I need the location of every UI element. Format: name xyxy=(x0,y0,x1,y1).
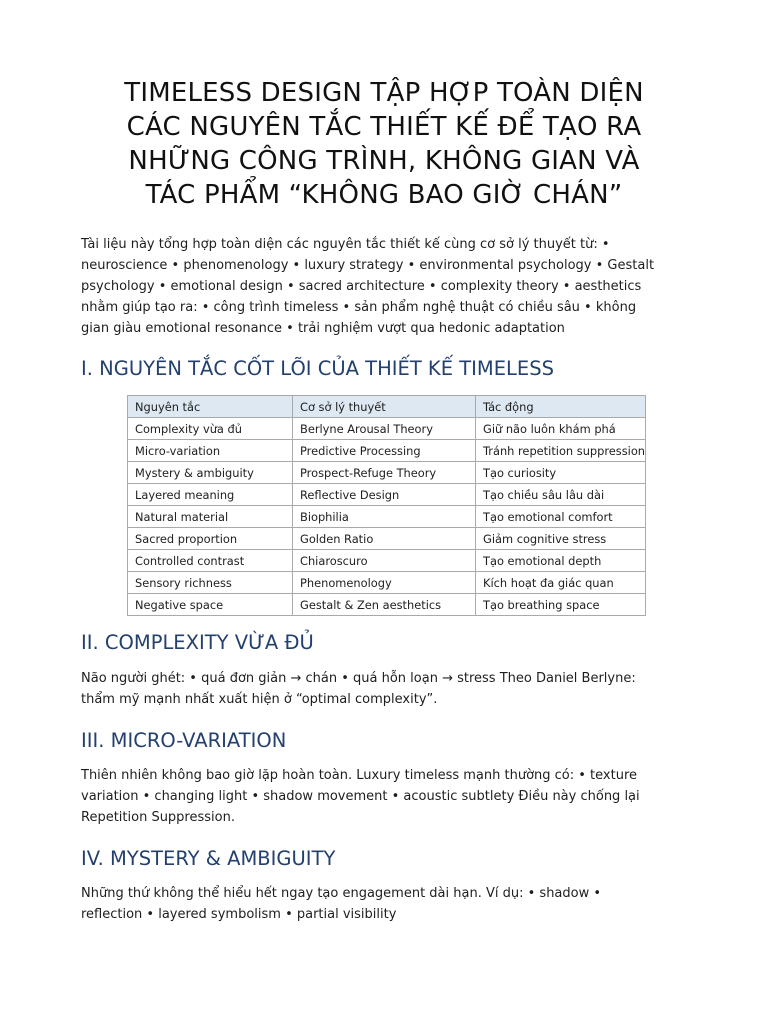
table-row xyxy=(128,418,646,440)
table-header-cell: Nguyên tắc xyxy=(128,396,293,418)
table-cell: Layered meaning xyxy=(128,484,293,506)
intro-line: gian giàu emotional resonance • trải nghiệm vượt qua hedonic adaptation xyxy=(81,321,565,336)
table-cell: Golden Ratio xyxy=(293,528,476,550)
table-row xyxy=(128,550,646,572)
table-cell: Kích hoạt đa giác quan xyxy=(476,572,646,594)
paragraph-line: Não người ghét: • quá đơn giản → chán • quá hỗn loạn → stress Theo Daniel Berlyne: xyxy=(81,671,636,686)
table-cell: Tạo emotional depth xyxy=(476,550,646,572)
table-cell: Phenomenology xyxy=(293,572,476,594)
title-line: TÁC PHẨM “KHÔNG BAO GIỜ CHÁN” xyxy=(145,180,623,210)
section-heading-3: III. MICRO-VARIATION xyxy=(81,729,287,752)
section-heading-2: II. COMPLEXITY VỪA ĐỦ xyxy=(81,631,314,654)
paragraph-line: Những thứ không thể hiểu hết ngay tạo engagement dài hạn. Ví dụ: • shadow • xyxy=(81,886,602,901)
paragraph-line: variation • changing light • shadow movement • acoustic subtlety Điều này chống lại xyxy=(81,789,640,804)
table-cell: Sacred proportion xyxy=(128,528,293,550)
table-header-cell: Cơ sở lý thuyết xyxy=(293,396,476,418)
table-cell: Natural material xyxy=(128,506,293,528)
section-4-paragraph xyxy=(81,883,691,925)
table-cell: Predictive Processing xyxy=(293,440,476,462)
section-2-paragraph xyxy=(81,668,691,710)
table-cell: Tạo curiosity xyxy=(476,462,646,484)
table-cell: Reflective Design xyxy=(293,484,476,506)
table-cell: Berlyne Arousal Theory xyxy=(293,418,476,440)
table-cell: Tạo breathing space xyxy=(476,594,646,616)
title-line: TIMELESS DESIGN TẬP HỢP TOÀN DIỆN xyxy=(124,78,644,108)
title-line: CÁC NGUYÊN TẮC THIẾT KẾ ĐỂ TẠO RA xyxy=(126,112,642,142)
table-row xyxy=(128,484,646,506)
table-row xyxy=(128,572,646,594)
table-cell: Complexity vừa đủ xyxy=(128,418,293,440)
table-cell: Negative space xyxy=(128,594,293,616)
table-cell: Mystery & ambiguity xyxy=(128,462,293,484)
title-line: NHỮNG CÔNG TRÌNH, KHÔNG GIAN VÀ xyxy=(128,146,640,176)
table-cell: Micro-variation xyxy=(128,440,293,462)
table-header-cell: Tác động xyxy=(476,396,646,418)
document-title xyxy=(60,76,708,212)
intro-line: Tài liệu này tổng hợp toàn diện các nguyên tắc thiết kế cùng cơ sở lý thuyết từ: • xyxy=(81,237,610,252)
table-header-row xyxy=(128,396,646,418)
table-cell: Tạo emotional comfort xyxy=(476,506,646,528)
table-row xyxy=(128,594,646,616)
table-cell: Prospect-Refuge Theory xyxy=(293,462,476,484)
intro-paragraph xyxy=(81,234,691,339)
table-row xyxy=(128,440,646,462)
table-cell: Giữ não luôn khám phá xyxy=(476,418,646,440)
table-row xyxy=(128,462,646,484)
table-cell: Tạo chiều sâu lâu dài xyxy=(476,484,646,506)
table-row xyxy=(128,528,646,550)
paragraph-line: Thiên nhiên không bao giờ lặp hoàn toàn. Luxury timeless mạnh thường có: • texture xyxy=(81,768,638,783)
paragraph-line: Repetition Suppression. xyxy=(81,810,235,825)
table-cell: Biophilia xyxy=(293,506,476,528)
table-cell: Gestalt & Zen aesthetics xyxy=(293,594,476,616)
table-cell: Sensory richness xyxy=(128,572,293,594)
section-heading-4: IV. MYSTERY & AMBIGUITY xyxy=(81,847,336,870)
intro-line: neuroscience • phenomenology • luxury strategy • environmental psychology • Gestalt xyxy=(81,258,655,273)
paragraph-line: reflection • layered symbolism • partial visibility xyxy=(81,907,397,922)
table-row xyxy=(128,506,646,528)
section-3-paragraph xyxy=(81,765,691,828)
paragraph-line: thẩm mỹ mạnh nhất xuất hiện ở “optimal complexity”. xyxy=(81,692,438,707)
section-heading-1: I. NGUYÊN TẮC CỐT LÕI CỦA THIẾT KẾ TIMELESS xyxy=(81,357,554,380)
table-cell: Chiaroscuro xyxy=(293,550,476,572)
table-cell: Controlled contrast xyxy=(128,550,293,572)
table-cell: Giảm cognitive stress xyxy=(476,528,646,550)
intro-line: nhằm giúp tạo ra: • công trình timeless • sản phẩm nghệ thuật có chiều sâu • không xyxy=(81,300,637,315)
table-cell: Tránh repetition suppression xyxy=(476,440,646,462)
intro-line: psychology • emotional design • sacred architecture • complexity theory • aesthetics xyxy=(81,279,642,294)
principles-table xyxy=(127,395,646,616)
